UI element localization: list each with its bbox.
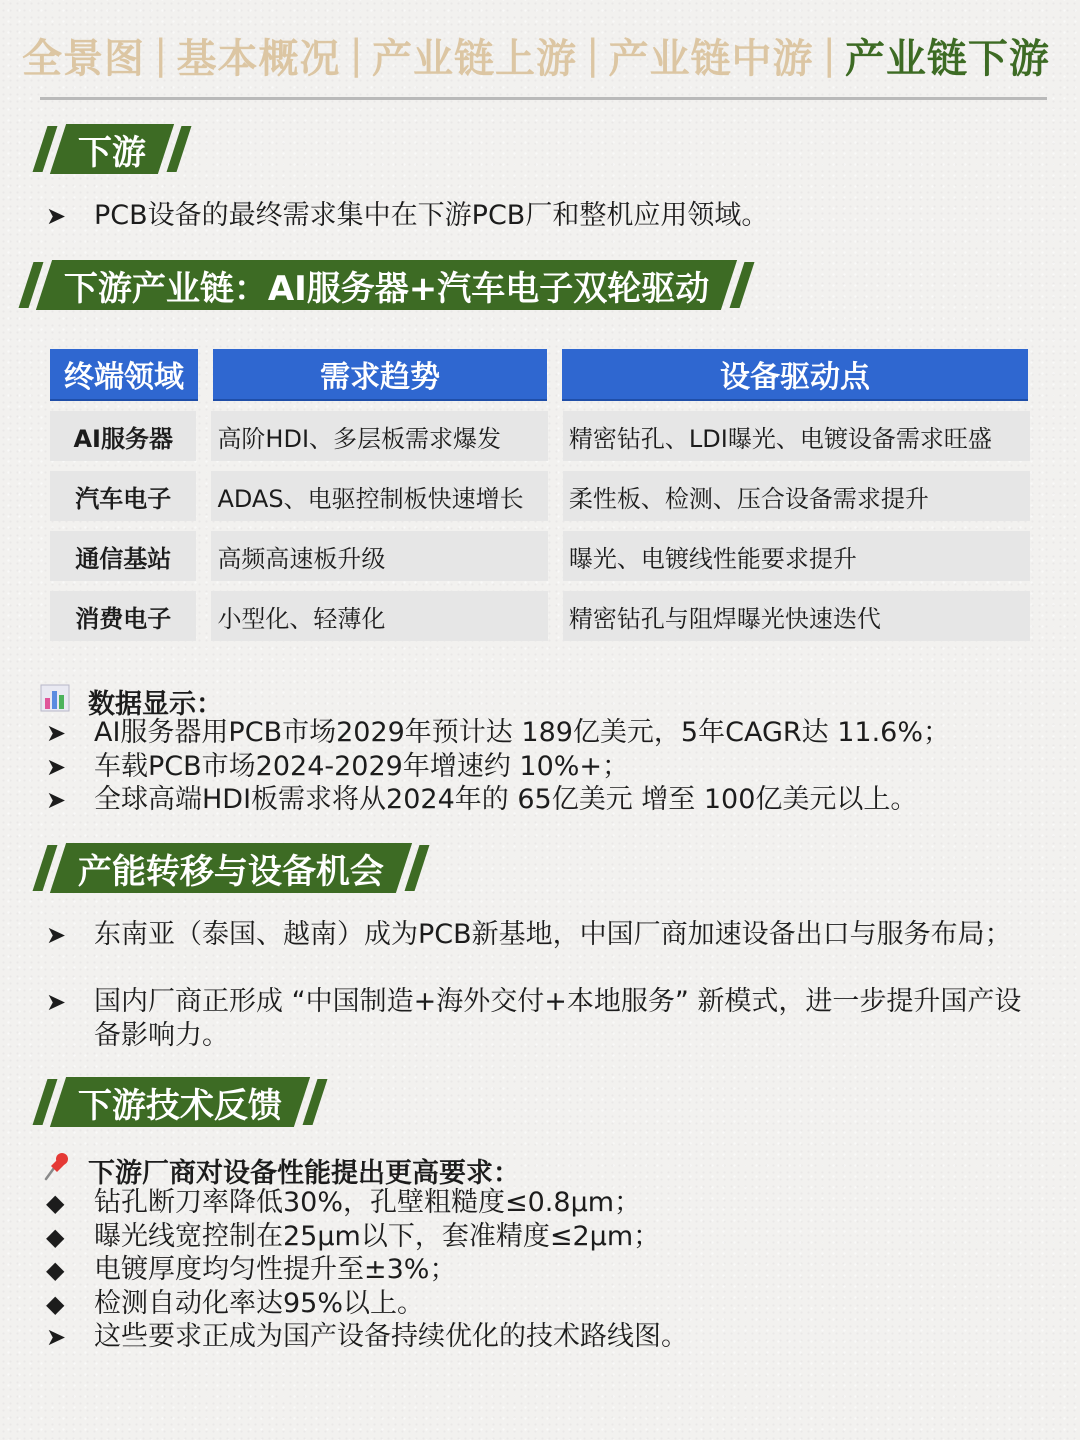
table-row xyxy=(50,531,1030,581)
bullet-text: 国内厂商正形成 “中国制造+海外交付+本地服务” 新模式，进一步提升国产设备影响力。 xyxy=(94,986,1022,1051)
table-cell: ADAS、电驱控制板快速增长 xyxy=(211,471,547,521)
table-row xyxy=(50,471,1030,521)
arrow-bullet-icon: ➤ xyxy=(46,202,67,230)
diamond-bullet-icon: ◆ xyxy=(46,1189,65,1217)
bullet-line xyxy=(46,1186,1046,1220)
table-header-cell: 需求趋势 xyxy=(213,349,547,401)
bullet-text: 电镀厚度均匀性提升至±3%； xyxy=(94,1254,457,1285)
arrow-bullet-icon: ➤ xyxy=(46,988,67,1016)
table-cell: 柔性板、检测、压合设备需求提升 xyxy=(563,471,1030,521)
table-cell: 高阶HDI、多层板需求爆发 xyxy=(211,411,547,461)
bullet-line xyxy=(46,783,1046,817)
bullet-text: AI服务器用PCB市场2029年预计达 189亿美元，5年CAGR达 11.6%； xyxy=(94,717,950,748)
section-banner-chain xyxy=(26,260,747,310)
nav-tab-downstream[interactable]: 产业链下游 xyxy=(844,35,1050,82)
pushpin-icon xyxy=(40,1151,88,1190)
section-banner-downstream xyxy=(40,124,184,174)
nav-divider xyxy=(40,97,1047,100)
bullet-text: 钻孔断刀率降低30%，孔壁粗糙度≤0.8μm； xyxy=(94,1187,642,1218)
bullet-line xyxy=(46,716,1046,750)
feedback-heading xyxy=(40,1151,520,1190)
section-banner-feedback xyxy=(40,1077,320,1127)
diamond-bullet-icon: ◆ xyxy=(46,1223,65,1251)
data-heading-text: 数据显示： xyxy=(88,689,223,720)
bullet-text: 全球高端HDI板需求将从2024年的 65亿美元 增至 100亿美元以上。 xyxy=(94,784,918,815)
table-header-row xyxy=(50,349,1030,401)
banner-title-box xyxy=(50,124,174,174)
bullet-line xyxy=(46,750,1046,784)
bullet-text: 检测自动化率达95%以上。 xyxy=(94,1288,425,1319)
top-nav xyxy=(22,28,1062,82)
bullet-text: PCB设备的最终需求集中在下游PCB厂和整机应用领域。 xyxy=(94,200,769,231)
bar-chart-icon xyxy=(40,684,88,719)
banner-title-box xyxy=(50,843,412,893)
table-header-cell: 终端领域 xyxy=(50,349,198,401)
table-cell: 汽车电子 xyxy=(50,471,196,521)
diamond-bullet-icon: ◆ xyxy=(46,1290,65,1318)
table-cell: 高频高速板升级 xyxy=(211,531,547,581)
nav-separator: | xyxy=(585,32,600,78)
table-cell: AI服务器 xyxy=(50,411,196,461)
nav-tab-basics[interactable]: 基本概况 xyxy=(176,35,341,82)
table-cell: 精密钻孔与阻焊曝光快速迭代 xyxy=(563,591,1030,641)
section-title: 下游产业链：AI服务器+汽车电子双轮驱动 xyxy=(64,268,710,309)
section-title: 下游技术反馈 xyxy=(78,1085,282,1126)
banner-title-box xyxy=(36,260,738,310)
bullet-line xyxy=(46,1287,1046,1321)
section-banner-capacity xyxy=(40,843,422,893)
bullet-text: 东南亚（泰国、越南）成为PCB新基地，中国厂商加速设备出口与服务布局； xyxy=(94,919,1012,950)
table-cell: 通信基站 xyxy=(50,531,196,581)
arrow-bullet-icon: ➤ xyxy=(46,786,67,814)
table-cell: 消费电子 xyxy=(50,591,196,641)
bullet-text: 这些要求正成为国产设备持续优化的技术路线图。 xyxy=(94,1321,688,1352)
nav-tab-midstream[interactable]: 产业链中游 xyxy=(608,35,814,82)
bullet-line xyxy=(46,918,1046,952)
banner-title-box xyxy=(50,1077,310,1127)
table-cell: 精密钻孔、LDI曝光、电镀设备需求旺盛 xyxy=(563,411,1030,461)
demand-table xyxy=(50,349,1030,641)
nav-tab-overview[interactable]: 全景图 xyxy=(22,35,145,82)
arrow-bullet-icon: ➤ xyxy=(46,921,67,949)
feedback-heading-text: 下游厂商对设备性能提出更高要求： xyxy=(88,1158,520,1189)
nav-separator: | xyxy=(154,32,168,78)
table-cell: 小型化、轻薄化 xyxy=(211,591,547,641)
arrow-bullet-icon: ➤ xyxy=(46,719,67,747)
table-row xyxy=(50,591,1030,641)
table-header-cell: 设备驱动点 xyxy=(562,349,1028,401)
bullet-text: 曝光线宽控制在25μm以下，套准精度≤2μm； xyxy=(94,1221,661,1252)
table-row xyxy=(50,411,1030,461)
bullet-line xyxy=(46,1220,1046,1254)
table-cell: 曝光、电镀线性能要求提升 xyxy=(563,531,1030,581)
diamond-bullet-icon: ◆ xyxy=(46,1256,65,1284)
arrow-bullet-icon: ➤ xyxy=(46,753,67,781)
bullet-line xyxy=(46,1253,1046,1287)
nav-separator: | xyxy=(822,32,836,78)
bullet-line xyxy=(46,199,1036,233)
bullet-line xyxy=(46,1320,1046,1354)
nav-separator: | xyxy=(349,32,363,78)
arrow-bullet-icon: ➤ xyxy=(46,1323,67,1351)
bullet-text: 车载PCB市场2024-2029年增速约 10%+； xyxy=(94,751,630,782)
bullet-line xyxy=(46,985,1046,1053)
section-title: 下游 xyxy=(78,132,146,173)
section-title: 产能转移与设备机会 xyxy=(78,851,384,892)
nav-tab-upstream[interactable]: 产业链上游 xyxy=(371,35,577,82)
